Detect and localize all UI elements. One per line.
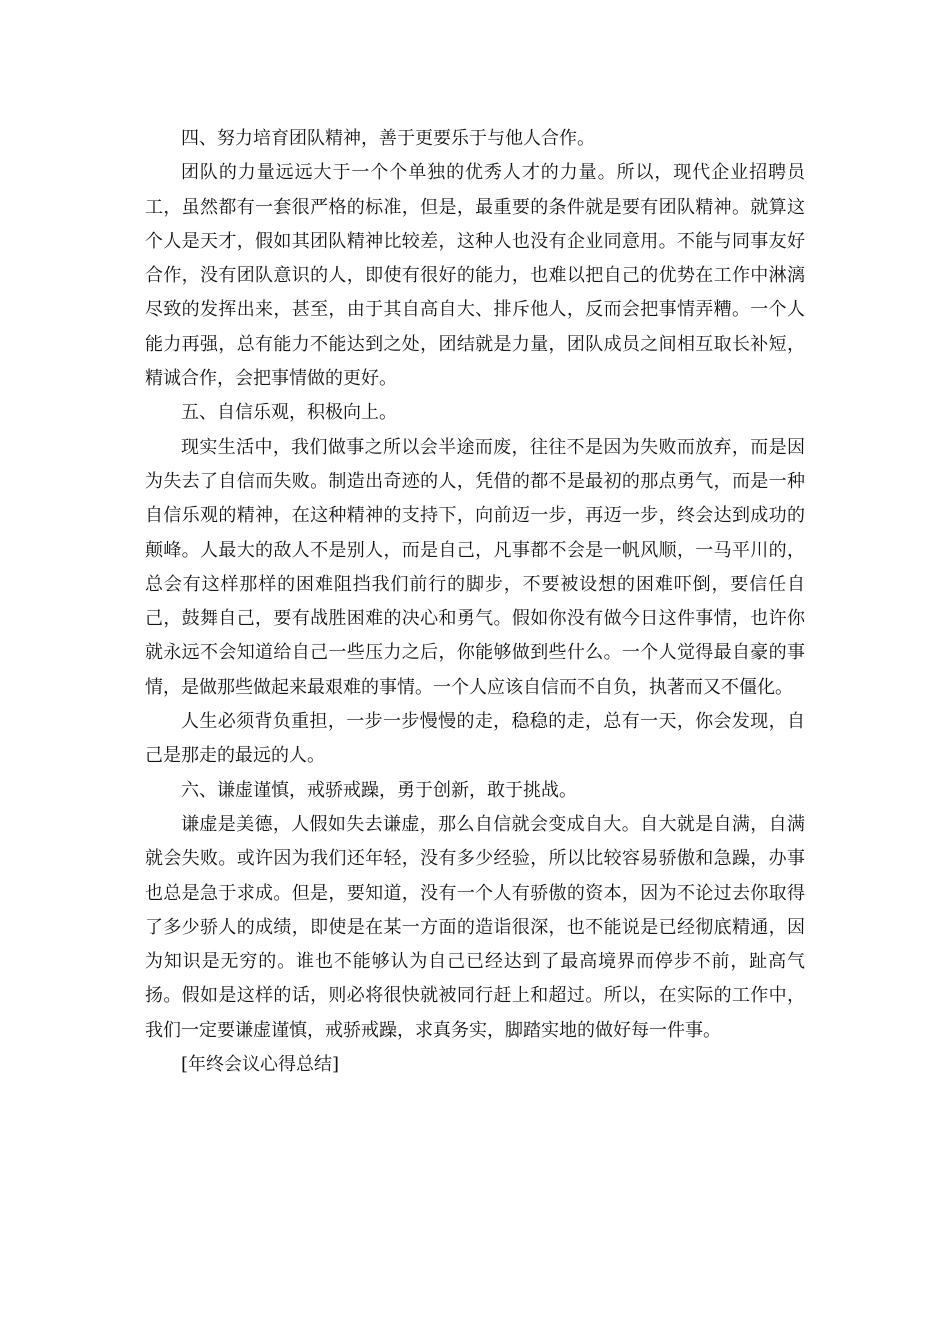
- section-heading: 五、自信乐观，积极向上。: [181, 402, 397, 424]
- body-paragraph: 现实生活中，我们做事之所以会半途而废，往往不是因为失败而放弃，而是因为失去了自信而失败。制造出奇迹的人，凭借的都不是最初的那点勇气，而是一种自信乐观的精神，在这种精神的支持下，向前迈一步，再迈一步，终会达到成功的颠峰。人最大的敌人不是别人，而是自己，凡事都不会是一帆风顺，一马平川的，总会有这样那样的困难阻挡我们前行的脚步，不要被设想的困难吓倒，要信任自己，鼓舞自己，要有战胜困难的决心和勇气。假如你没有做今日这件事情，也许你就永远不会知道给自己一些压力之后，你能够做到些什么。一个人觉得最自豪的事情，是做那些做起来最艰难的事情。一个人应该自信而不自负，执著而又不僵化。: [145, 436, 805, 698]
- document-footer-link[interactable]: [年终会议心得总结]: [181, 1054, 340, 1076]
- body-paragraph: 人生必须背负重担，一步一步慢慢的走，稳稳的走，总有一天，你会发现，自己是那走的最远的人。: [145, 711, 805, 767]
- body-paragraph: 团队的力量远远大于一个个单独的优秀人才的力量。所以，现代企业招聘员工，虽然都有一套很严格的标准，但是，最重要的条件就是要有团队精神。就算这个人是天才，假如其团队精神比较差，这种人也没有企业同意用。不能与同事友好合作，没有团队意识的人，即使有很好的能力，也难以把自己的优势在工作中淋漓尽致的发挥出来，甚至，由于其自高自大、排斥他人，反而会把事情弄糟。一个人能力再强，总有能力不能达到之处，团结就是力量，团队成员之间相互取长补短，精诚合作，会把事情做的更好。: [145, 162, 805, 390]
- section-heading: 四、努力培育团队精神，善于更要乐于与他人合作。: [181, 128, 595, 149]
- section-heading: 六、谦虚谨慎，戒骄戒躁，勇于创新，敢于挑战。: [181, 779, 577, 801]
- document-body: [145, 122, 805, 1082]
- body-paragraph: 谦虚是美德，人假如失去谦虚，那么自信就会变成自大。自大就是自满，自满就会失败。或许因为我们还年轻，没有多少经验，所以比较容易骄傲和急躁，办事也总是急于求成。但是，要知道，没有一个人有骄傲的资本，因为不论过去你取得了多少骄人的成绩，即使是在某一方面的造诣很深，也不能说是已经彻底精通，因为知识是无穷的。谁也不能够认为自己已经达到了最高境界而停步不前，趾高气扬。假如是这样的话，则必将很快就被同行赶上和超过。所以，在实际的工作中，我们一定要谦虚谨慎，戒骄戒躁，求真务实，脚踏实地的做好每一件事。: [145, 813, 805, 1041]
